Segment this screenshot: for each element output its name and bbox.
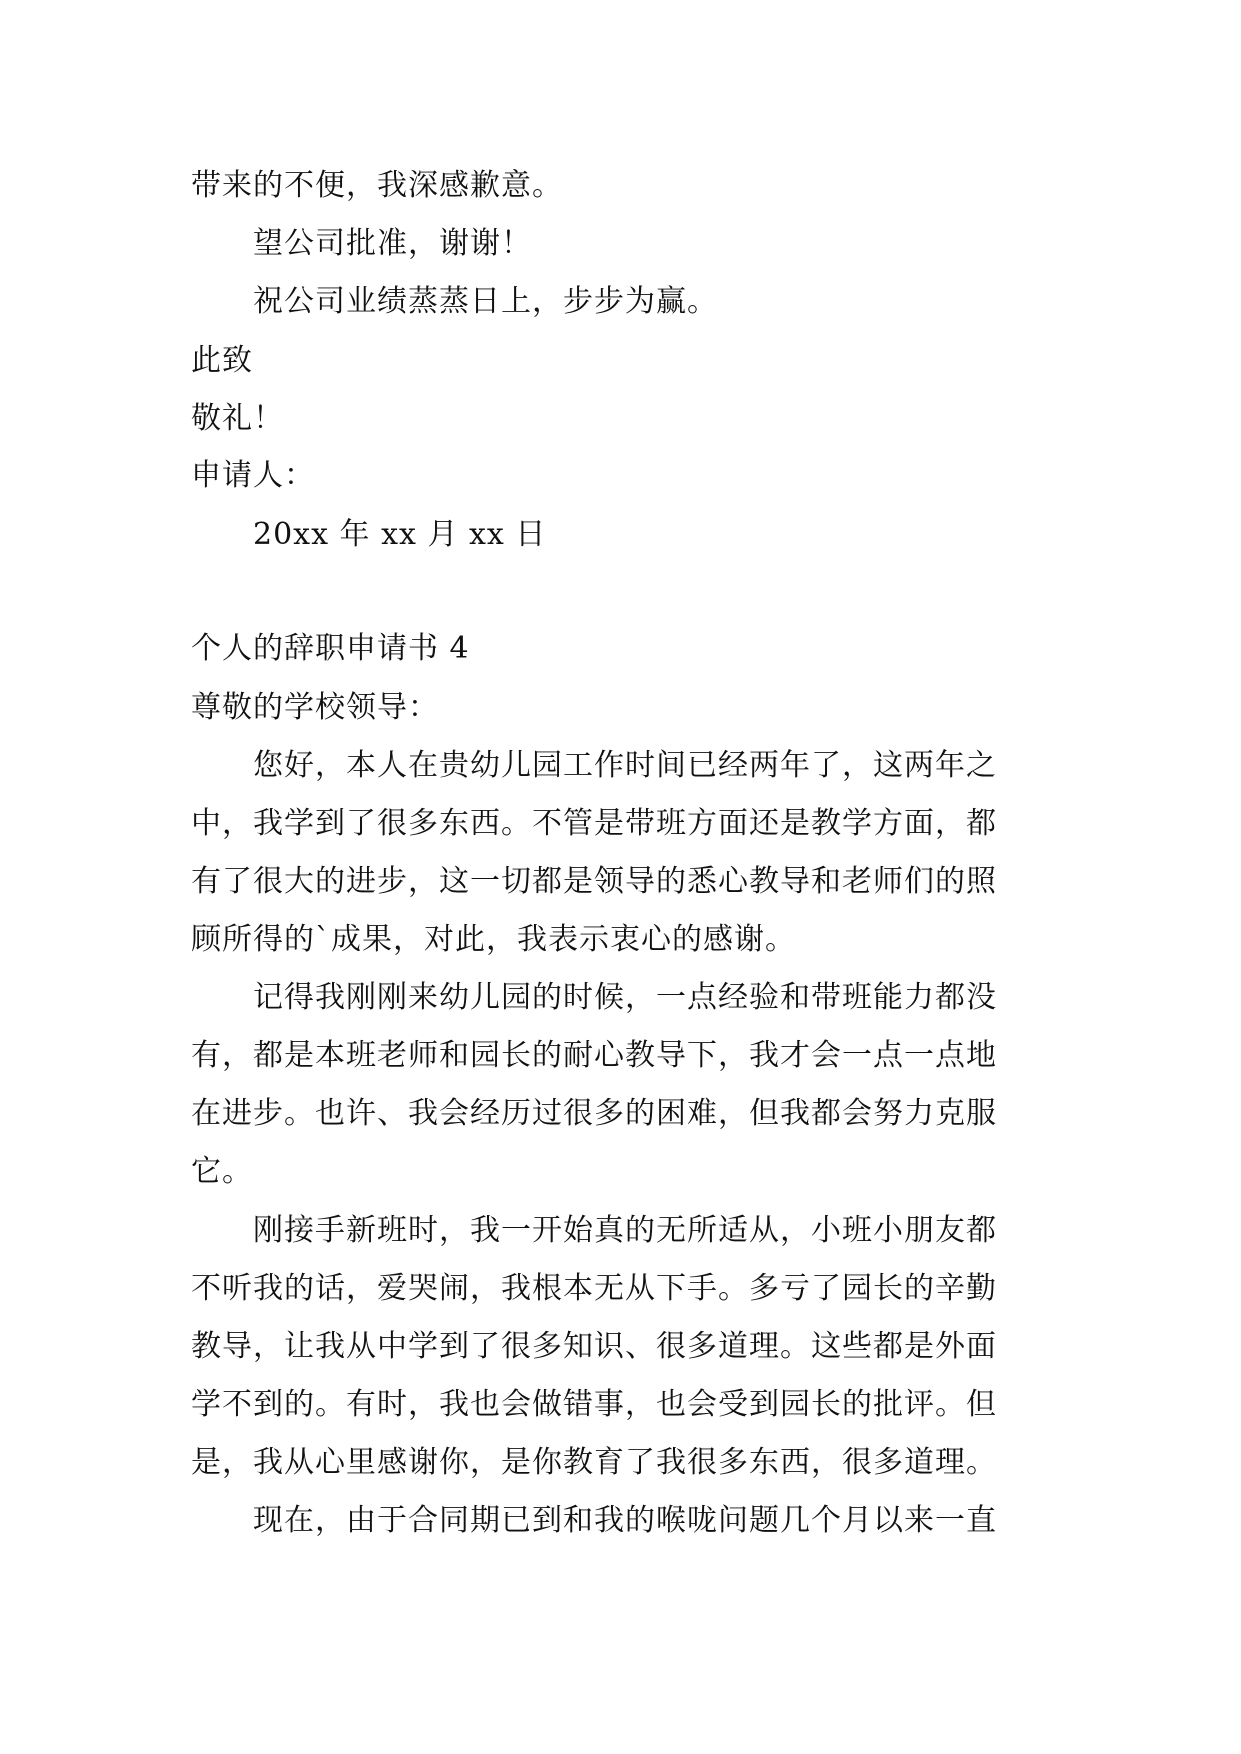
text-line: 不听我的话，爱哭闹，我根本无从下手。多亏了园长的辛勤 <box>191 1271 997 1306</box>
section-title: 个人的辞职申请书 4 <box>191 631 470 666</box>
text-line: 刚接手新班时，我一开始真的无所适从，小班小朋友都 <box>253 1213 997 1248</box>
text-line: 望公司批准，谢谢！ <box>253 226 532 261</box>
text-line: 学不到的。有时，我也会做错事，也会受到园长的批评。但 <box>191 1387 997 1422</box>
text-line: 祝公司业绩蒸蒸日上，步步为赢。 <box>253 284 718 319</box>
text-line: 在进步。也许、我会经历过很多的困难，但我都会努力克服 <box>191 1096 997 1131</box>
applicant-label: 申请人： <box>191 458 315 493</box>
text-line: 现在，由于合同期已到和我的喉咙问题几个月以来一直 <box>253 1503 997 1538</box>
text-line: 中，我学到了很多东西。不管是带班方面还是教学方面，都 <box>191 806 997 841</box>
text-line: 记得我刚刚来幼儿园的时候，一点经验和带班能力都没 <box>253 980 997 1015</box>
salutation: 尊敬的学校领导： <box>191 690 439 725</box>
text-line: 有了很大的进步，这一切都是领导的悉心教导和老师们的照 <box>191 864 997 899</box>
text-line: 它。 <box>191 1154 253 1189</box>
closing-line: 此致 <box>191 343 253 378</box>
date-line: 20xx 年 xx 月 xx 日 <box>253 517 547 552</box>
text-line: 有，都是本班老师和园长的耐心教导下，我才会一点一点地 <box>191 1038 997 1073</box>
text-line: 顾所得的`成果，对此，我表示衷心的感谢。 <box>191 922 796 957</box>
text-line: 教导，让我从中学到了很多知识、很多道理。这些都是外面 <box>191 1329 997 1364</box>
text-line: 您好，本人在贵幼儿园工作时间已经两年了，这两年之 <box>253 748 997 783</box>
closing-line: 敬礼！ <box>191 401 284 436</box>
text-line: 带来的不便，我深感歉意。 <box>191 168 563 203</box>
text-line: 是，我从心里感谢你，是你教育了我很多东西，很多道理。 <box>191 1445 997 1480</box>
